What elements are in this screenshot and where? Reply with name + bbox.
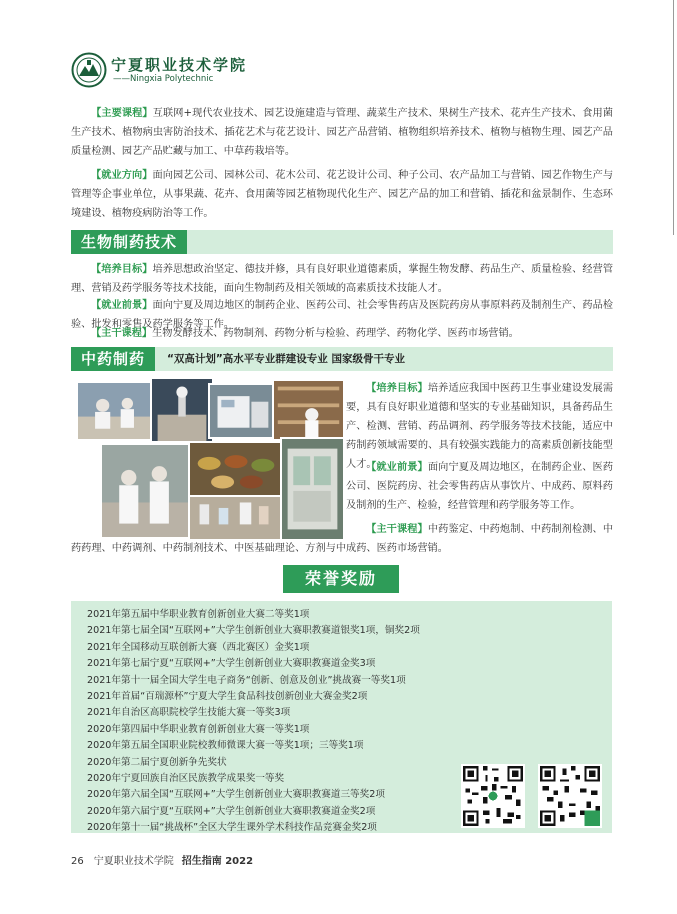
- page-edge-rule: [673, 0, 674, 235]
- page-footer: [71, 852, 253, 867]
- school-emblem-icon: [71, 52, 107, 88]
- honor-item: 2021年全国移动互联创新大赛（西北赛区）金奖1项: [87, 641, 310, 653]
- honor-item: 2020年宁夏回族自治区民族教学成果奖一等奖: [87, 773, 285, 785]
- lab-photo-students-bench: [76, 381, 154, 441]
- tcm-courses-tag: 【主干课程】: [366, 524, 428, 535]
- qr-code-right: [538, 764, 602, 828]
- section-subtitle-tcm: “双高计划”高水平专业群建设专业 国家级骨干专业: [167, 353, 405, 365]
- tcm-goal-tag: 【培养目标】: [366, 383, 428, 394]
- prev-courses-paragraph: [71, 104, 613, 161]
- honor-item: 2020年第二届宁夏创新争先奖状: [87, 756, 227, 768]
- bio-goal-tag: 【培养目标】: [91, 264, 153, 275]
- qr-code-left: [461, 764, 525, 828]
- bio-courses-paragraph: [71, 324, 613, 343]
- footer-school: 宁夏职业技术学院: [93, 856, 174, 867]
- tcm-jobs-tag: 【就业前景】: [366, 462, 428, 473]
- lab-photo-microscope: [150, 377, 214, 443]
- qr-code-icon: [538, 764, 602, 828]
- lab-photo-instrument: [208, 383, 276, 439]
- section-title-bio-pharma: 生物制药技术: [71, 230, 187, 254]
- honors-list: [87, 607, 420, 837]
- section-bar-bio-pharma: [71, 230, 613, 254]
- tcm-jobs-paragraph: [346, 458, 613, 515]
- tcm-goal-text: 培养适应我国中医药卫生事业建设发展需要，具有良好职业道德和坚实的专业基础知识，具备药品生产、检测、营销、药品调剂、药学服务等技术技能，适应中药制药领域需要的、具有较强实践能力的高素质创新技能型人才。: [346, 383, 614, 470]
- tcm-courses-text: 中药鉴定、中药炮制、中药制剂检测、中药药理、中药调剂、中药制剂技术、中医基础理论、方剂与中成药、医药市场营销。: [71, 524, 614, 554]
- honor-item: 2021年自治区高职院校学生技能大赛一等奖3项: [87, 707, 291, 719]
- lab-photo-collage: [70, 377, 345, 541]
- honors-panel: [71, 601, 612, 833]
- prev-courses-tag: 【主要课程】: [91, 108, 153, 119]
- honor-item: 2021年第七届全国“互联网+”大学生创新创业大赛职教赛道银奖1项，铜奖2项: [87, 625, 420, 637]
- honor-item: 2020年第十一届“挑战杯”全区大学生课外学术科技作品竞赛金奖2项: [87, 822, 377, 834]
- honor-item: 2021年第五届中华职业教育创新创业大赛二等奖1项: [87, 609, 310, 620]
- section-bar-tcm: [71, 347, 613, 371]
- honor-item: 2020年第五届全国职业院校教师微课大赛一等奖1项；三等奖1项: [87, 740, 364, 752]
- honor-item: 2021年第七届宁夏“互联网+”大学生创新创业大赛职教赛道金奖3项: [87, 658, 376, 670]
- honor-item: 2021年第十一届全国大学生电子商务“创新、创意及创业”挑战赛一等奖1项: [87, 674, 406, 686]
- prev-jobs-text: 面向园艺公司、园林公司、花木公司、花艺设计公司、种子公司、农产品加工与营销、园艺作物生产与管理等企事业单位，从事果蔬、花卉、食用菌等园艺植物现代化生产、园艺产品的加工和营销、插花和盆景制作、生态环境建设、植物疫病防治等工作。: [71, 170, 614, 219]
- honor-item: 2020年第六届宁夏“互联网+”大学生创新创业大赛职教赛道金奖2项: [87, 805, 376, 817]
- bio-courses-text: 生物发酵技术、药物制剂、药物分析与检验、药理学、药物化学、医药市场营销。: [152, 328, 519, 339]
- honors-title: 荣誉奖励: [283, 565, 399, 593]
- tcm-jobs-text: 面向宁夏及周边地区，在制药企业、医药公司、医院药房、社会零售药店从事饮片、中成药、原料药及制剂的生产、检验，经营管理和药学服务等工作。: [346, 462, 614, 511]
- bio-courses-tag: 【主干课程】: [91, 328, 153, 339]
- section-title-tcm: 中药制药: [71, 347, 155, 371]
- school-logo: [71, 52, 251, 92]
- prev-jobs-paragraph: [71, 166, 613, 223]
- honor-item: 2020年第六届全国“互联网+”大学生创新创业大赛职教赛道三等奖2项: [87, 789, 385, 801]
- school-name-cn: 宁夏职业技术学院: [111, 56, 248, 74]
- honor-item: 2021年首届“百瑞源杯”宁夏大学生食品科技创新创业大赛金奖2项: [87, 691, 368, 703]
- footer-guide-title: 招生指南 2022: [181, 856, 254, 867]
- school-name-en: ——Ningxia Polytechnic: [113, 74, 214, 84]
- bio-goal-paragraph: [71, 260, 613, 298]
- honor-item: 2020年第四届中华职业教育创新创业大赛一等奖1项: [87, 723, 310, 735]
- qr-code-icon: [461, 764, 525, 828]
- bio-goal-text: 培养思想政治坚定、德技并修，具有良好职业道德素质，掌握生物发酵、药品生产、质量检验、经营管理、营销及药学服务等技术技能，面向生物制药及相关领域的高素质技术技能人才。: [71, 264, 614, 294]
- page-number: 26: [71, 856, 84, 867]
- lab-photo-shelves: [272, 379, 345, 441]
- bio-jobs-tag: 【就业前景】: [91, 300, 153, 311]
- prev-jobs-tag: 【就业方向】: [91, 170, 153, 181]
- prev-courses-text: 互联网+现代农业技术、园艺设施建造与管理、蔬菜生产技术、果树生产技术、花卉生产技术、食用菌生产技术、植物病虫害防治技术、插花艺术与花艺设计、园艺产品营销、植物组织培养技术、植物与植物生理、园艺产品质量检测、园艺产品贮藏与加工、中草药栽培等。: [71, 108, 613, 157]
- tcm-courses-paragraph: [71, 520, 613, 558]
- bio-jobs-text: 面向宁夏及周边地区的制药企业、医药公司、社会零售药店及医院药房从事原料药及制剂生产、药品检验、批发和零售及药学服务等工作。: [71, 300, 614, 330]
- lab-photo-herb-trays: [188, 441, 284, 497]
